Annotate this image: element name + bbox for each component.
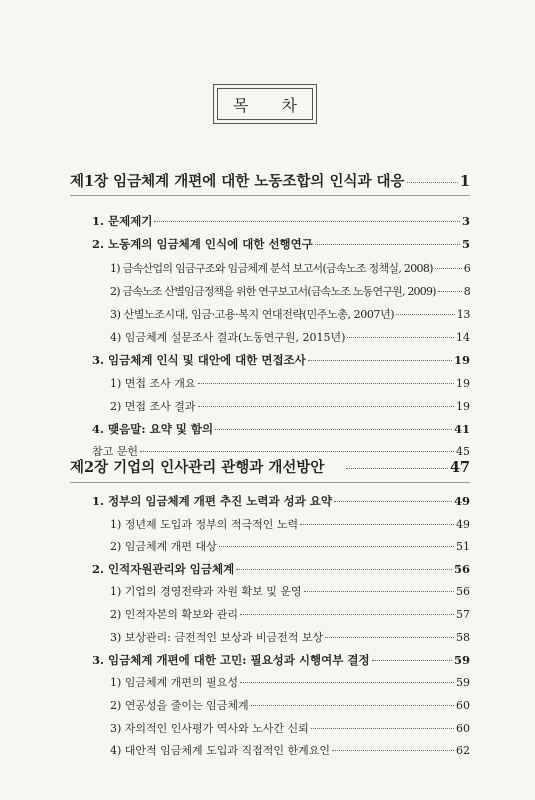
page-number: 58 [456,631,470,644]
page-number: 13 [456,308,470,321]
subsection-title: 1) 기업의 경영전략과 자원 확보 및 운영 [110,585,302,598]
section-entry [92,652,470,668]
leader-dots [219,546,454,547]
section-title: 2. 인적자원관리와 임금체계 [92,562,235,576]
subsection-title: 3) 보상관리: 금전적인 보상과 비금전적 보상 [110,631,324,644]
subsection-entry [110,697,470,713]
section-entry [92,213,470,229]
leader-dots [334,501,452,502]
subsection-entry [110,283,470,299]
leader-dots [251,705,454,706]
page-number: 41 [453,422,470,436]
chapter-title: 제2장 기업의 인사관리 관행과 개선방안 [70,459,325,476]
section-entry [92,352,470,368]
chapter-2-entry [70,456,470,477]
subsection-entry [110,583,470,599]
subsection-entry [110,720,470,736]
leader-dots [435,268,462,269]
toc-heading: 목 차 [217,88,313,120]
section-title: 2. 노동계의 임금체계 인식에 대한 선행연구 [92,237,313,251]
leader-dots [346,468,447,469]
section-entry [92,421,470,437]
leader-dots [198,383,454,384]
section-entry [92,493,470,509]
leader-dots [407,182,458,183]
subsection-title: 2) 면접 조사 결과 [110,400,196,413]
page-number: 51 [456,540,470,553]
chapter-rule [70,482,470,483]
leader-dots [240,614,454,615]
page-number: 8 [463,285,470,298]
section-entry [92,561,470,577]
subsection-entry [110,538,470,554]
section-title: 3. 임금체계 개편에 대한 고민: 필요성과 시행여부 결정 [92,653,370,667]
subsection-title: 2) 인적자본의 확보와 관리 [110,608,239,621]
section-title: 3. 임금체계 인식 및 대안에 대한 면접조사 [92,353,306,367]
subsection-entry [110,742,470,758]
section-title: 4. 맺음말: 요약 및 함의 [92,422,214,436]
page-number: 56 [456,585,470,598]
leader-dots [304,591,454,592]
leader-dots [308,360,452,361]
subsection-entry [110,329,470,345]
page-number: 45 [456,445,470,458]
leader-dots [236,569,452,570]
subsection-entry [110,516,470,532]
section-title: 1. 문제제기 [92,214,153,228]
page-number: 49 [453,494,470,508]
leader-dots [240,682,454,683]
page-number: 6 [463,262,470,275]
subsection-title: 1) 면접 조사 개요 [110,377,196,390]
page-number: 60 [456,722,470,735]
leader-dots [311,728,454,729]
page-number: 19 [456,377,470,390]
reference-title: 참고 문헌 [92,445,139,458]
page-number: 59 [453,653,470,667]
chapter-1-entry [70,170,470,191]
page-number: 49 [456,518,470,531]
subsection-title: 2) 연공성을 줄이는 임금체계 [110,699,249,712]
leader-dots [315,244,460,245]
section-entry [92,236,470,252]
subsection-title: 2) 금속노조 산별임금정책을 위한 연구보고서(금속노조 노동연구원, 2009) [110,285,436,298]
leader-dots [438,291,462,292]
page-number: 5 [461,237,470,251]
subsection-title: 4) 대안적 임금체계 도입과 직접적인 한계요인 [110,744,331,757]
page-number: 59 [456,676,470,689]
subsection-entry [110,674,470,690]
leader-dots [332,750,454,751]
subsection-title: 1) 임금체계 개편의 필요성 [110,676,239,689]
subsection-title: 2) 임금체계 개편 대상 [110,540,217,553]
page-number: 56 [453,562,470,576]
leader-dots [347,337,454,338]
chapter-title: 제1장 임금체계 개편에 대한 노동조합의 인식과 대응 [70,173,405,190]
subsection-entry [110,306,470,322]
subsection-entry [110,629,470,645]
page-number: 62 [456,744,470,757]
subsection-entry [110,375,470,391]
leader-dots [372,660,452,661]
leader-dots [215,429,452,430]
subsection-title: 1) 정년제 도입과 정부의 적극적인 노력 [110,518,299,531]
subsection-entry [110,606,470,622]
leader-dots [140,451,454,452]
subsection-entry [110,260,470,276]
subsection-title: 3) 산별노조시대, 임금·고용·복지 연대전략(민주노총, 2007년) [110,308,395,321]
subsection-title: 1) 금속산업의 임금구조와 임금체계 분석 보고서(금속노조 정책실, 2008) [110,262,433,275]
subsection-entry [110,398,470,414]
subsection-title: 4) 임금체계 설문조사 결과(노동연구원, 2015년) [110,331,346,344]
leader-dots [396,314,455,315]
leader-dots [300,524,454,525]
leader-dots [154,221,460,222]
page-number: 57 [456,608,470,621]
page-number: 1 [459,173,470,190]
toc-heading-box [213,84,317,124]
section-title: 1. 정부의 임금체계 개편 추진 노력과 성과 요약 [92,494,332,508]
leader-dots [325,637,454,638]
leader-dots [198,406,454,407]
chapter-rule [70,195,470,196]
page-number: 47 [449,459,470,476]
page-number: 19 [453,353,470,367]
page-number: 60 [456,699,470,712]
page-number: 19 [456,400,470,413]
page-number: 3 [461,214,470,228]
page-number: 14 [456,331,470,344]
subsection-title: 3) 자의적인 인사평가 역사와 노사간 신뢰 [110,722,309,735]
